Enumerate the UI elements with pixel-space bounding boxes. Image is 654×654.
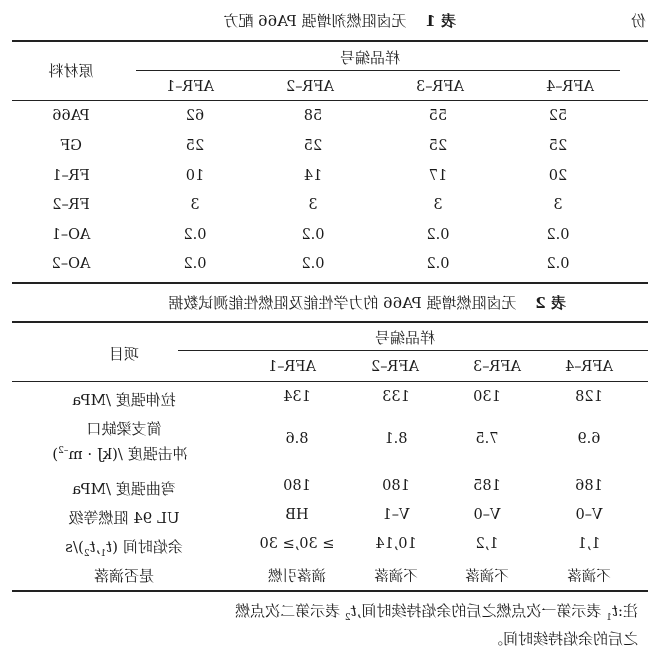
table1-bottom-rule [12,282,648,284]
cell: 128 [575,389,603,405]
cell: 20 [548,168,568,184]
table2-caption-title: 无卤阻燃增强 PA66 的力学性能及阻燃性能测试数据 [168,294,517,312]
cell: 52 [548,108,568,124]
cell: 不滴落 [374,569,418,585]
cell: V–0 [575,507,603,523]
cell: V–1 [382,507,410,523]
row-label: FR–1 [52,168,90,184]
cell: 滴落引燃 [268,569,326,585]
table2-top-rule [12,321,648,323]
cell: 8.1 [384,431,408,447]
cell: 3 [190,197,200,213]
row-label: GF [60,138,82,154]
table1-col-afr1: AFR–1 [166,79,214,95]
row-label: AO–2 [51,256,91,272]
row-label: PA66 [52,108,90,124]
cell: 1,1 [577,536,601,552]
table1-caption-title: 无卤阻燃剂增强 PA66 配方 [223,12,407,30]
cell: 3 [553,197,563,213]
cell: 0.2 [426,227,450,243]
table2-col-afr4: AFR–4 [565,359,613,375]
row-label: 是否滴落 [93,567,155,585]
cell: 25 [548,138,568,154]
row-label: 拉伸强度 /MPa [72,391,176,409]
cell: 3 [308,197,318,213]
cell: 130 [473,389,501,405]
table2-header-item: 项目 [108,345,140,363]
cell: 7.5 [475,431,499,447]
table1-caption [223,10,456,31]
cell: 8.6 [285,431,309,447]
table2-header-sample: 样品编号 [374,329,436,347]
table2-col-afr3: AFR–3 [473,359,521,375]
table2-note-line1: 注$:t_1$ 表示第一次点燃之后的余焰持续时间$,t_2$ 表示第二次点燃 [235,602,638,623]
row-label: 余焰时间 $(t_1,t_2)/s$ [65,538,183,559]
table1-sample-rule [136,70,620,71]
table1-caption-number: 表 1 [425,12,456,30]
cell: 55 [428,108,448,124]
cell: 0.2 [183,227,207,243]
table1-top-rule [12,40,648,42]
cell: 14 [303,168,323,184]
table1-header-rule [12,100,648,101]
cell: V–0 [473,507,501,523]
cell: 0.2 [546,227,570,243]
cell: 134 [283,389,311,405]
cell: ≥ 30,≥ 30 [259,536,335,552]
row-label: FR–2 [52,197,90,213]
cell: 0.2 [183,256,207,272]
cell: 62 [185,108,205,124]
row-label: 弯曲强度 /MPa [72,480,176,498]
table1-header-material: 原材料 [48,62,94,80]
table1-header-sample: 样品编号 [339,49,401,67]
cell: 6.9 [577,431,601,447]
cell: 25 [303,138,323,154]
cell: 10,14 [375,536,417,552]
cell: HB [285,507,309,523]
table1-unit: 份 [630,12,646,30]
cell: 10 [185,168,205,184]
cell: 180 [283,478,311,494]
row-label-line1: 简支梁缺口 [86,420,162,438]
cell: 0.2 [426,256,450,272]
table1-col-afr2: AFR–2 [286,79,334,95]
row-label: UL 94 阻燃等级 [68,509,180,527]
cell: 0.2 [546,256,570,272]
cell: 185 [473,478,501,494]
table2-note-line2: 之后的余焰持续时间。 [487,630,638,648]
cell: 25 [428,138,448,154]
row-label-line2: 冲击强度 $/(kJ \cdot m^{-2})$ [52,445,188,463]
table2-bottom-rule [12,590,648,592]
table2-caption [168,292,566,313]
cell: 186 [575,478,603,494]
cell: 0.2 [301,227,325,243]
table2-col-afr2: AFR–2 [371,359,419,375]
table2-sample-rule [178,350,648,351]
cell: 180 [382,478,410,494]
cell: 不滴落 [465,569,509,585]
cell: 133 [382,389,410,405]
cell: 1,2 [475,536,499,552]
table2-caption-number: 表 2 [535,294,566,312]
cell: 0.2 [301,256,325,272]
cell: 17 [428,168,448,184]
row-label: AO–1 [51,227,91,243]
table1-col-afr4: AFR–4 [546,79,594,95]
table2-col-afr1: AFR–1 [268,359,316,375]
cell: 3 [433,197,443,213]
table2-header-rule [12,381,648,382]
cell: 25 [185,138,205,154]
table1-col-afr3: AFR–3 [416,79,464,95]
cell: 不滴落 [567,569,611,585]
cell: 58 [303,108,323,124]
